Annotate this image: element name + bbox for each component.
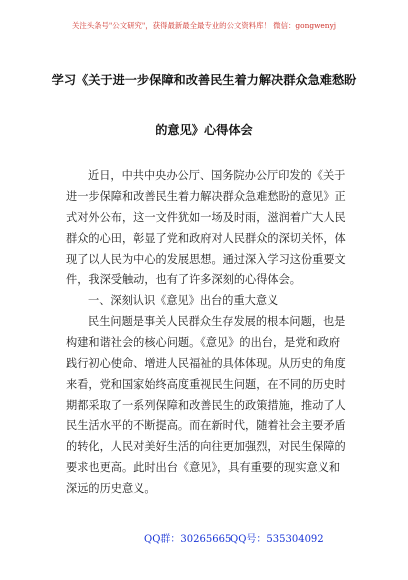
- document-title-line-1: 学习《关于进一步保障和改善民生着力解决群众急难愁盼: [51, 73, 357, 87]
- text-line: 近日，中共中央办公厅、国务院办公厅印发的《关于: [88, 169, 346, 182]
- header-banner: 关注头条号"公文研究"，获得最新最全最专业的公文资料库！ 微信：gongwenyj: [71, 21, 337, 30]
- text-line: 件，我深受触动，也有了许多深刻的心得体会。: [66, 273, 301, 287]
- text-line: 践行初心使命、增进人民福祉的具体体现。从历史的角度: [66, 356, 346, 370]
- footer-qq-group: QQ群：30265665: [144, 534, 232, 545]
- text-line: 构建和谐社会的核心问题。《意见》的出台，是党和政府: [66, 335, 341, 349]
- text-line: 期都采取了一系列保障和改善民生的政策措施，推动了人: [66, 398, 346, 412]
- text-line: 的转化，人民对美好生活的向往更加强烈，对民生保障的: [66, 440, 346, 454]
- text-line: 式对外公布，这一文件犹如一场及时雨，滋润着广大人民: [66, 210, 346, 224]
- text-line: 群众的心田，彰显了党和政府对人民群众的深切关怀，体: [66, 231, 346, 245]
- text-line: 民生问题是事关人民群众生存发展的根本问题，也是: [88, 315, 346, 328]
- section-heading: [66, 291, 342, 312]
- document-title-line-2: 的意见》心得体会: [155, 123, 253, 137]
- section-heading-text: 一、深刻认识《意见》出台的重大意义: [88, 294, 279, 307]
- text-line: 现了以人民为中心的发展思想。通过深入学习这份重要文: [66, 252, 346, 266]
- paragraph-significance: [66, 312, 346, 500]
- paragraph-intro: [66, 166, 346, 291]
- footer-qq-number: QQ号：535304092: [230, 534, 324, 545]
- text-line: 民生活水平的不断提高。而在新时代，随着社会主要矛盾: [66, 419, 346, 433]
- text-line: 深远的历史意义。: [66, 482, 156, 496]
- text-line: 来看，党和国家始终高度重视民生问题，在不同的历史时: [66, 377, 346, 391]
- text-line: 进一步保障和改善民生着力解决群众急难愁盼的意见》正: [66, 189, 346, 203]
- text-line: 要求也更高。此时出台《意见》，具有重要的现实意义和: [66, 461, 341, 475]
